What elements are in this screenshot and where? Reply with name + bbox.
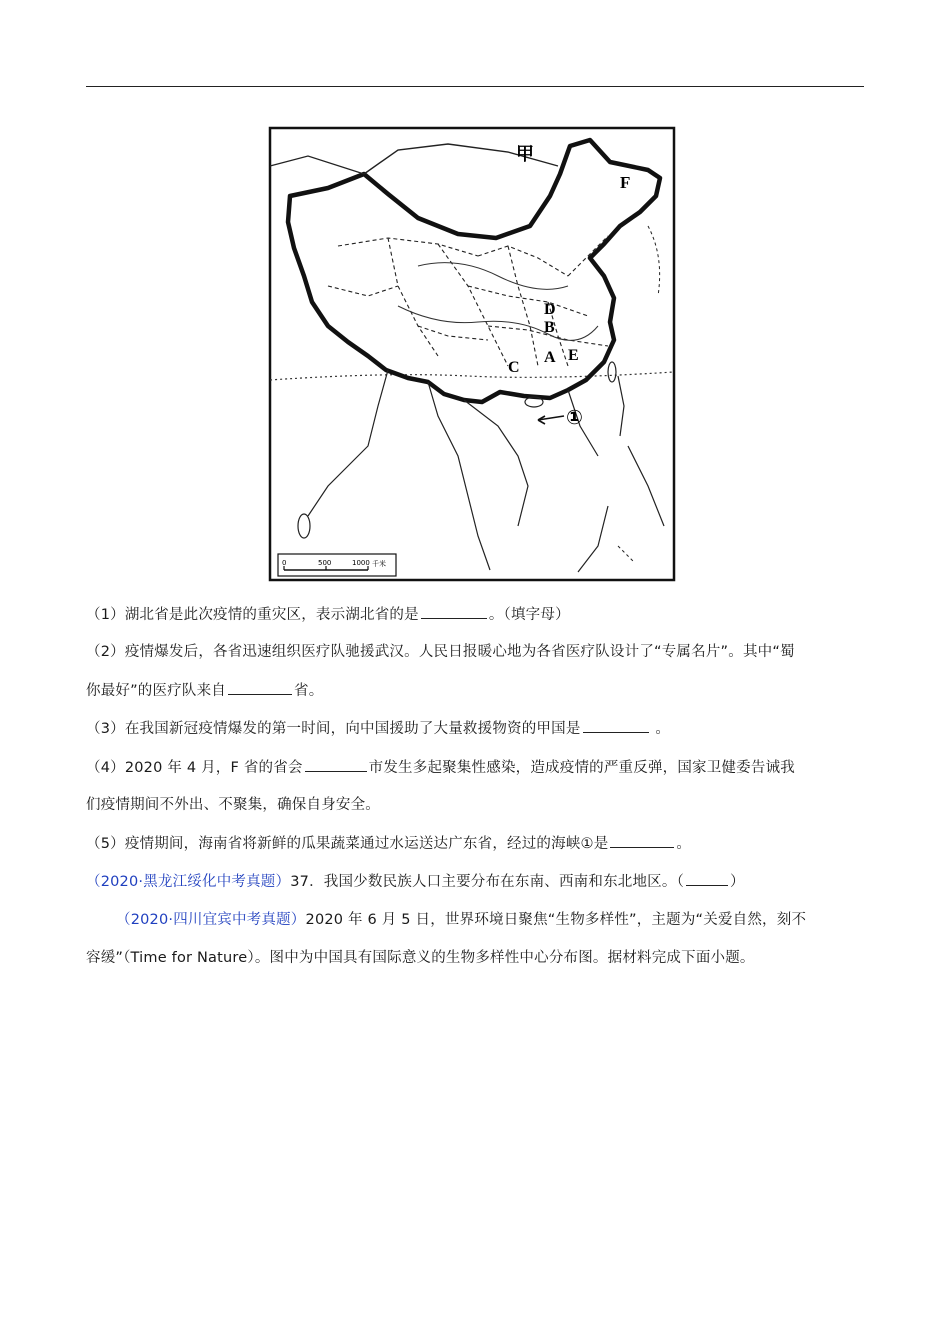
label-D: D [544, 301, 556, 318]
china-map [268, 126, 676, 582]
item-37-close: ） [730, 874, 745, 890]
q4-line-2: 们疫情期间不外出、不聚集，确保自身安全。 [86, 797, 380, 813]
question-2-line-1 [86, 642, 866, 662]
scale-unit: 千米 [372, 560, 386, 568]
q3-blank[interactable] [583, 718, 649, 733]
label-F: F [620, 173, 631, 192]
question-5 [86, 833, 866, 854]
next-item-source: （2020·四川宜宾中考真题） [116, 912, 306, 928]
scale-tick-1000: 1000 [352, 559, 370, 567]
next-item-line-2 [86, 948, 866, 968]
q2-blank[interactable] [228, 680, 292, 695]
question-3 [86, 718, 866, 739]
q1-text: （1）湖北省是此次疫情的重灾区，表示湖北省的是 [86, 607, 419, 623]
item-37-source: （2020·黑龙江绥化中考真题） [86, 874, 291, 890]
label-jia: 甲 [516, 144, 534, 164]
q5-blank[interactable] [610, 833, 674, 848]
next-item-text-2: 容缓”（Time for Nature）。图中为中国具有国际意义的生物多样性中心分布图。据材料完成下面小题。 [86, 950, 755, 966]
q4-text-b: 市发生多起聚集性感染，造成疫情的严重反弹，国家卫健委告诫我 [368, 760, 795, 776]
q4-blank[interactable] [305, 757, 367, 772]
label-A: A [544, 349, 556, 366]
strait-marker: ① [566, 405, 583, 429]
q2-line-1: （2）疫情爆发后，各省迅速组织医疗队驰援武汉。人民日报暖心地为各省医疗队设计了“专属名片”。其中“蜀 [86, 644, 795, 660]
label-E: E [568, 347, 579, 364]
question-4-line-1 [86, 757, 866, 778]
scale-bar [278, 554, 396, 576]
scale-tick-0: 0 [282, 559, 287, 567]
q2-line-2: 你最好”的医疗队来自 [86, 683, 227, 699]
q4-text-a: （4）2020 年 4 月，F 省的省会 [86, 760, 303, 776]
label-B: B [544, 319, 555, 336]
question-2-line-2 [86, 680, 866, 701]
item-37-text: 37．我国少数民族人口主要分布在东南、西南和东北地区。（ [290, 874, 685, 890]
question-4-line-2 [86, 795, 866, 815]
label-C: C [508, 359, 520, 376]
q3-suffix: 。 [650, 721, 671, 737]
next-item-text-1: 2020 年 6 月 5 日，世界环境日聚焦“生物多样性”，主题为“关爱自然，刻不 [305, 912, 807, 928]
scale-tick-500: 500 [318, 559, 332, 567]
q1-blank[interactable] [421, 604, 487, 619]
header-rule [86, 86, 864, 87]
q5-text: （5）疫情期间，海南省将新鲜的瓜果蔬菜通过水运送达广东省，经过的海峡①是 [86, 836, 609, 852]
item-37-blank[interactable] [686, 871, 728, 886]
q3-text: （3）在我国新冠疫情爆发的第一时间，向中国援助了大量救援物资的甲国是 [86, 721, 581, 737]
q5-suffix: 。 [676, 836, 692, 852]
item-37 [86, 871, 866, 892]
q1-suffix: 。（填字母） [488, 607, 570, 623]
next-item-line-1 [116, 910, 864, 930]
q2-suffix: 省。 [294, 683, 324, 699]
question-1 [86, 604, 866, 625]
